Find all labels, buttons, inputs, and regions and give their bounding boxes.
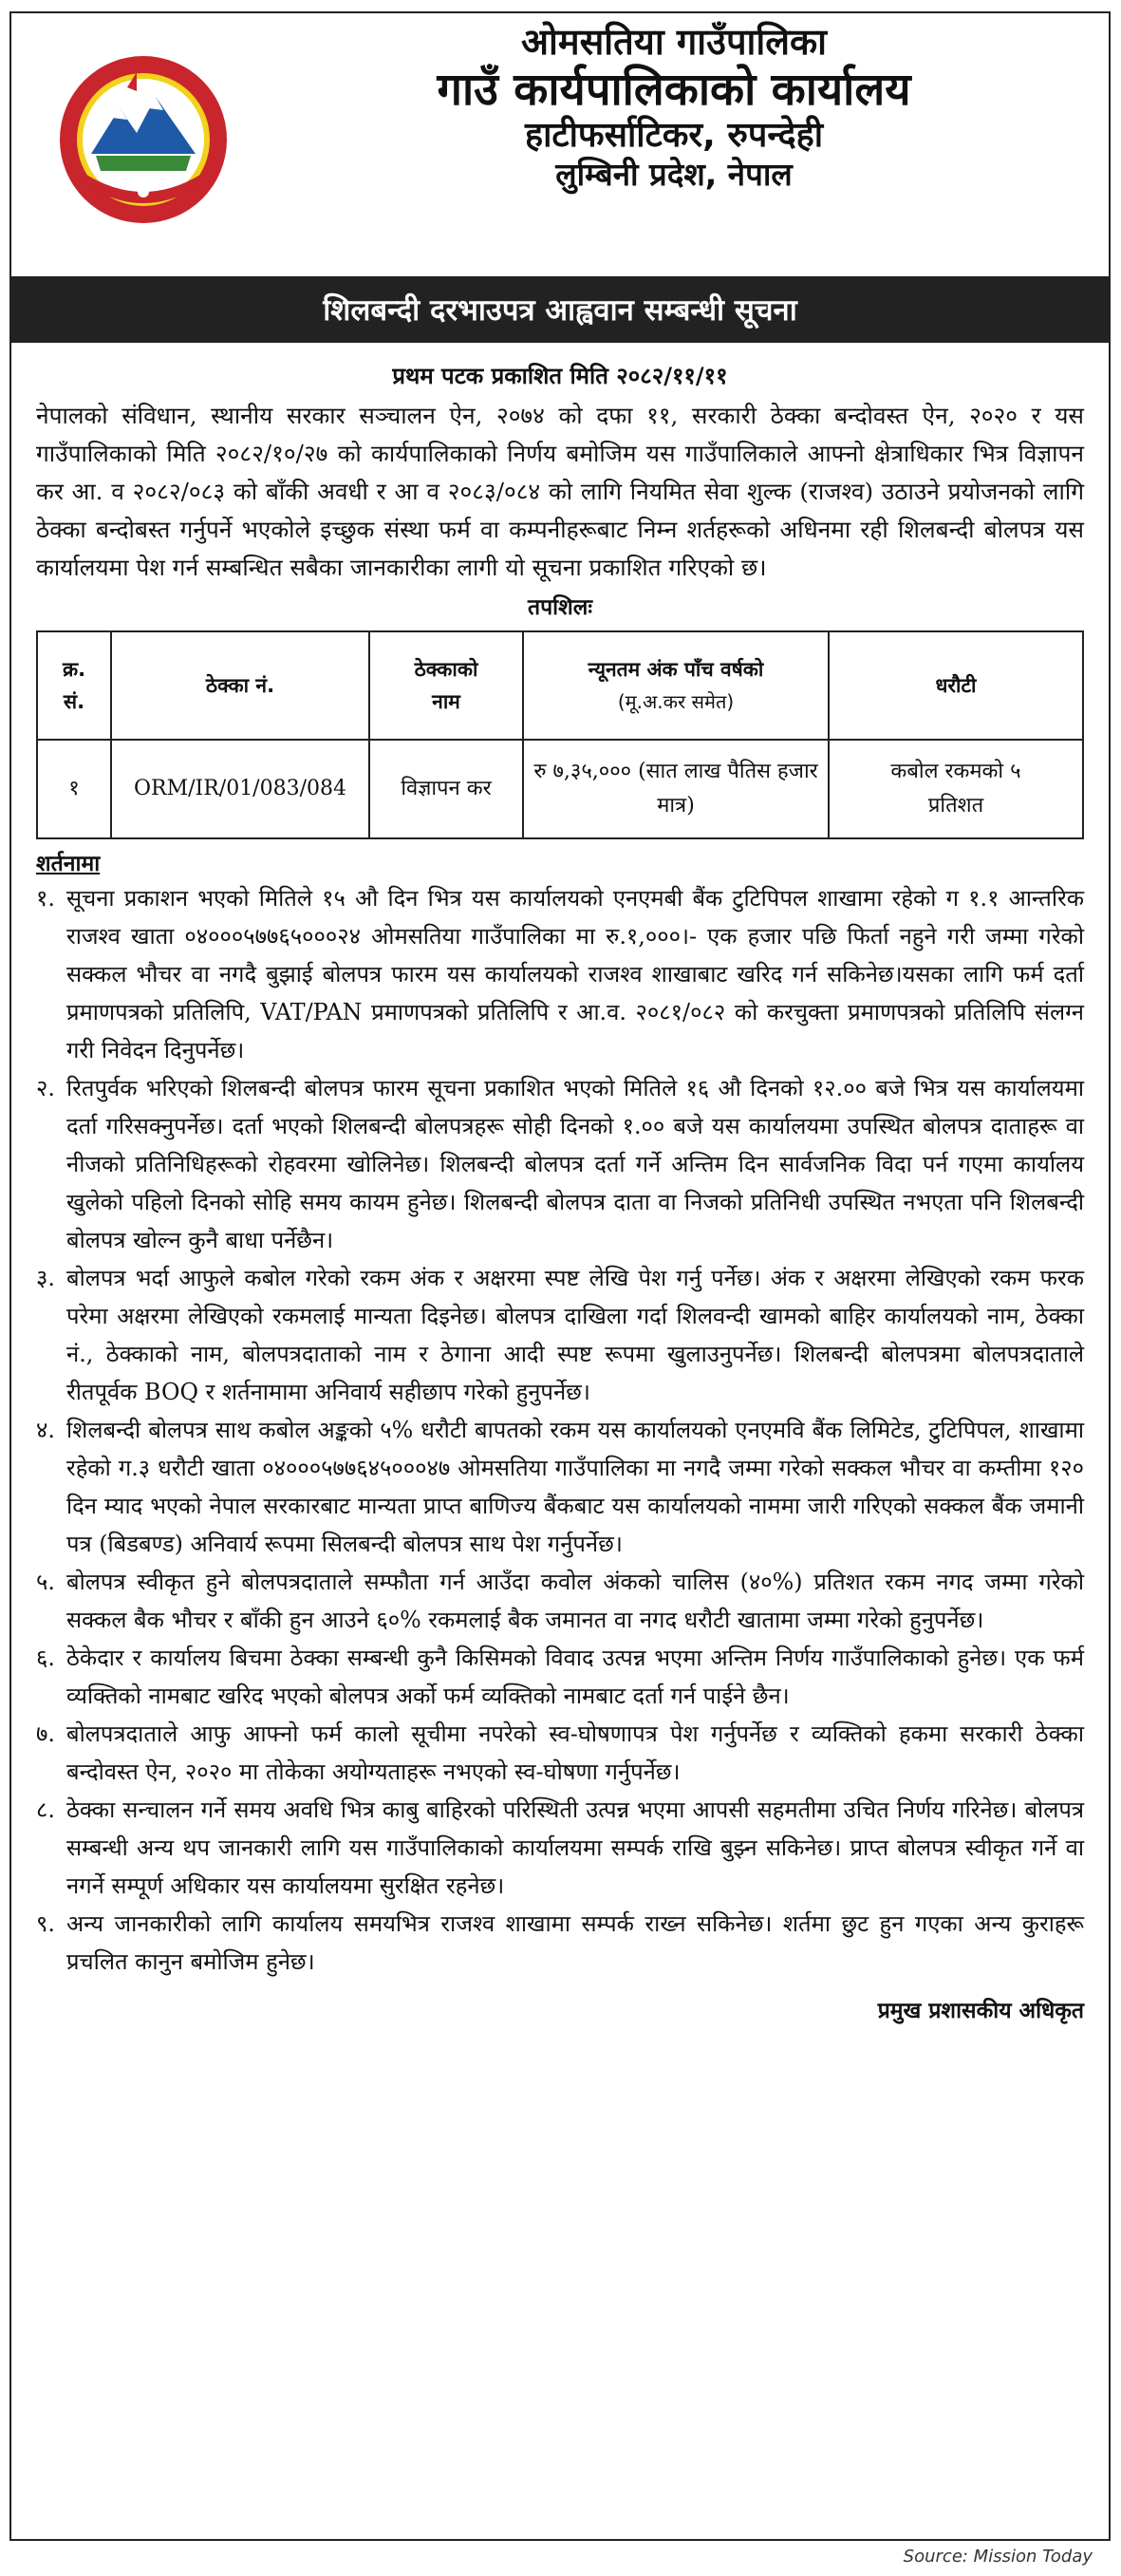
province-country: लुम्बिनी प्रदेश, नेपाल <box>555 155 793 193</box>
notice-title-banner: शिलबन्दी दरभाउपत्र आह्ववान सम्बन्धी सूचना <box>11 278 1109 343</box>
municipality-name: ओमसतिया गाउँपालिका <box>520 21 828 63</box>
government-emblem <box>53 49 234 230</box>
term-item: ६. ठेकेदार र कार्यालय बिचमा ठेक्का सम्बन्धी कुनै किसिमको विवाद उत्पन्न भएमा अन्तिम निर्णय गाउँपालिकाको हुनेछ। एक फर्म व्यक्तिको नामबाट खरिद भएको बोलपत्र अर्को फर्म व्यक्तिको नामबाट दर्ता गर्न पाईने छैन। <box>36 1645 1084 1709</box>
col-contract-no: ठेक्का नं. <box>111 631 369 740</box>
col-min-amount: न्यूनतम अंक पाँच वर्षको (मू.अ.कर समेत) <box>523 631 829 740</box>
col-deposit: धरौटी <box>829 631 1083 740</box>
table-header-row <box>37 631 1083 740</box>
cell-deposit: कबोल रकमको ५ प्रतिशत <box>829 740 1083 838</box>
signatory-title: प्रमुख प्रशासकीय अधिकृत <box>877 1999 1084 2023</box>
cell-contract-name: विज्ञापन कर <box>369 740 523 838</box>
terms-list <box>36 879 1084 1981</box>
term-item: २. रितपुर्वक भरिएको शिलबन्दी बोलपत्र फारम सूचना प्रकाशित भएको मितिले १६ औ दिनको १२.०० बजे भित्र यस कार्यालयमा दर्ता गरिसक्नुपर्नेछ। दर्ता भएको शिलबन्दी बोलपत्रहरू सोही दिनको १.०० बजे यस कार्यालयमा उपस्थित बोलपत्र दाताहरू वा नीजको प्रतिनिधिहरूको रोहवरमा खोलिनेछ। शिलबन्दी बोलपत्र दर्ता गर्ने अन्तिम दिन सार्वजनिक विदा पर्न गएमा कार्यालय खुलेको पहिलो दिनको सोहि समय कायम हुनेछ। शिलबन्दी बोलपत्र दाता वा निजको प्रतिनिधी उपस्थित नभएता पनि शिलबन्दी बोलपत्र खोल्न कुनै बाधा पर्नेछैन। <box>36 1075 1084 1253</box>
cell-min-amount: रु ७,३५,००० (सात लाख पैतिस हजार मात्र) <box>523 740 829 838</box>
table-row <box>37 740 1083 838</box>
intro-paragraph: नेपालको संविधान, स्थानीय सरकार सञ्चालन ऐन, २०७४ को दफा ११, सरकारी ठेक्का बन्दोवस्त ऐन, २०२० र यस गाउँपालिकाको मिति २०८२/१०/२७ को कार्यपालिकाको निर्णय बमोजिम यस गाउँपालिकाले आफ्नो क्षेत्राधिकार भित्र विज्ञापन कर आ. व २०८२/०८३ को बाँकी अवधी र आ व २०८३/०८४ को लागि नियमित सेवा शुल्क (राजश्व) उठाउने प्रयोजनको लागि ठेक्का बन्दोबस्त गर्नुपर्ने भएकोले इच्छुक संस्था फर्म वा कम्पनीहरूबाट निम्न शर्तहरूको अधिनमा रही शिलबन्दी बोलपत्र यस कार्यालयमा पेश गर्न सम्बन्धित सबैका जानकारीका लागी यो सूचना प्रकाशित गरिएको छ। <box>36 402 1084 581</box>
contract-table <box>36 630 1084 839</box>
col-contract-name: ठेक्काको नाम <box>369 631 523 740</box>
notice-header <box>11 13 1109 278</box>
term-item: ४. शिलबन्दी बोलपत्र साथ कबोल अङ्कको ५% धरौटी बापतको रकम यस कार्यालयको एनएमवि बैंक लिमिटेड, टुटिपिपल, शाखामा रहेको ग.३ धरौटी खाता ०४०००५७७६४५०००४७ ओमसतिया गाउँपालिका मा नगदै जम्मा गरेको सक्कल भौचर वा कम्तीमा १२० दिन म्याद भएको नेपाल सरकारबाट मान्यता प्राप्त बाणिज्य बैंकबाट यस कार्यालयको नाममा जारी गरिएको सक्कल बैंक जमानी पत्र (बिडबण्ड) अनिवार्य रूपमा सिलबन्दी बोलपत्र साथ पेश गर्नुपर्नेछ। <box>36 1417 1084 1557</box>
notice-page <box>9 11 1111 2541</box>
publication-date: प्रथम पटक प्रकाशित मिति २०८२/११/११ <box>392 363 728 389</box>
office-name: गाउँ कार्यपालिकाको कार्यालय <box>437 63 911 116</box>
col-serial: क्र. सं. <box>37 631 111 740</box>
term-item: ८. ठेक्का सन्चालन गर्ने समय अवधि भित्र काबु बाहिरको परिस्थिती उत्पन्न भएमा आपसी सहमतीमा उचित निर्णय गरिनेछ। बोलपत्र सम्बन्धी अन्य थप जानकारी लागि यस गाउँपालिकाको कार्यालयमा सम्पर्क राखि बुझ्न सकिनेछ। प्राप्त बोलपत्र स्वीकृत गर्ने वा नगर्ने सम्पूर्ण अधिकार यस कार्यालयमा सुरक्षित रहनेछ। <box>36 1796 1084 1899</box>
term-item: ३. बोलपत्र भर्दा आफुले कबोल गरेको रकम अंक र अक्षरमा स्पष्ट लेखि पेश गर्नु पर्नेछ। अंक र अक्षरमा लेखिएको रकम फरक परेमा अक्षरमा लेखिएको रकमलाई मान्यता दिइनेछ। बोलपत्र दाखिला गर्दा शिलवन्दी खामको बाहिर कार्यालयको नाम, ठेक्का नं., ठेक्काको नाम, बोलपत्रदाताको नाम र ठेगाना आदी स्पष्ट रूपमा खुलाउनुपर्नेछ। शिलबन्दी बोलपत्रमा बोलपत्रदाताले रीतपूर्वक BOQ र शर्तनामामा अनिवार्य सहीछाप गरेको हुनुपर्नेछ। <box>36 1265 1084 1405</box>
source-credit: Source: Mission Today <box>903 2547 1093 2567</box>
term-item: १. सूचना प्रकाशन भएको मितिले १५ औ दिन भित्र यस कार्यालयको एनएमबी बैंक टुटिपिपल शाखामा रहेको ग १.१ आन्तरिक राजश्व खाता ०४०००५७७६५०००२४ ओमसतिया गाउँपालिका मा रु.१,०००।- एक हजार पछि फिर्ता नहुने गरी जम्मा गरेको सक्कल भौचर वा नगदै बुझाई बोलपत्र फारम यस कार्यालयको राजश्व शाखाबाट खरिद गर्न सकिनेछ।यसका लागि फर्म दर्ता प्रमाणपत्रको प्रतिलिपि, VAT/PAN प्रमाणपत्रको प्रतिलिपि र आ.व. २०८१/०८२ को करचुक्ता प्रमाणपत्रको प्रतिलिपि संलग्न गरी निवेदन दिनुपर्नेछ। <box>36 885 1084 1063</box>
notice-body <box>11 343 1109 2024</box>
cell-contract-no: ORM/IR/01/083/084 <box>111 740 369 838</box>
office-address: हाटीफर्साटिकर, रुपन्देही <box>524 116 824 156</box>
cell-serial: १ <box>37 740 111 838</box>
details-heading: तपशिलः <box>527 595 592 620</box>
term-item: ७. बोलपत्रदाताले आफु आफ्नो फर्म कालो सूचीमा नपरेको स्व-घोषणापत्र पेश गर्नुपर्नेछ र व्यक्तिको हकमा सरकारी ठेक्का बन्दोवस्त ऐन, २०२० मा तोकेका अयोग्यताहरू नभएको स्व-घोषणा गर्नुपर्नेछ। <box>36 1720 1084 1785</box>
term-item: ९. अन्य जानकारीको लागि कार्यालय समयभित्र राजश्व शाखामा सम्पर्क राख्न सकिनेछ। शर्तमा छुट हुन गएका अन्य कुराहरू प्रचलित कानुन बमोजिम हुनेछ। <box>36 1910 1084 1975</box>
terms-heading: शर्तनामा <box>36 852 101 876</box>
term-item: ५. बोलपत्र स्वीकृत हुने बोलपत्रदाताले सम्फौता गर्न आउँदा कवोल अंकको चालिस (४०%) प्रतिशत रकम नगद जम्मा गरेको सक्कल बैक भौचर र बाँकी हुन आउने ६०% रकमलाई बैक जमानत वा नगद धरौटी खातामा जम्मा गरेको हुनुपर्नेछ। <box>36 1569 1084 1633</box>
